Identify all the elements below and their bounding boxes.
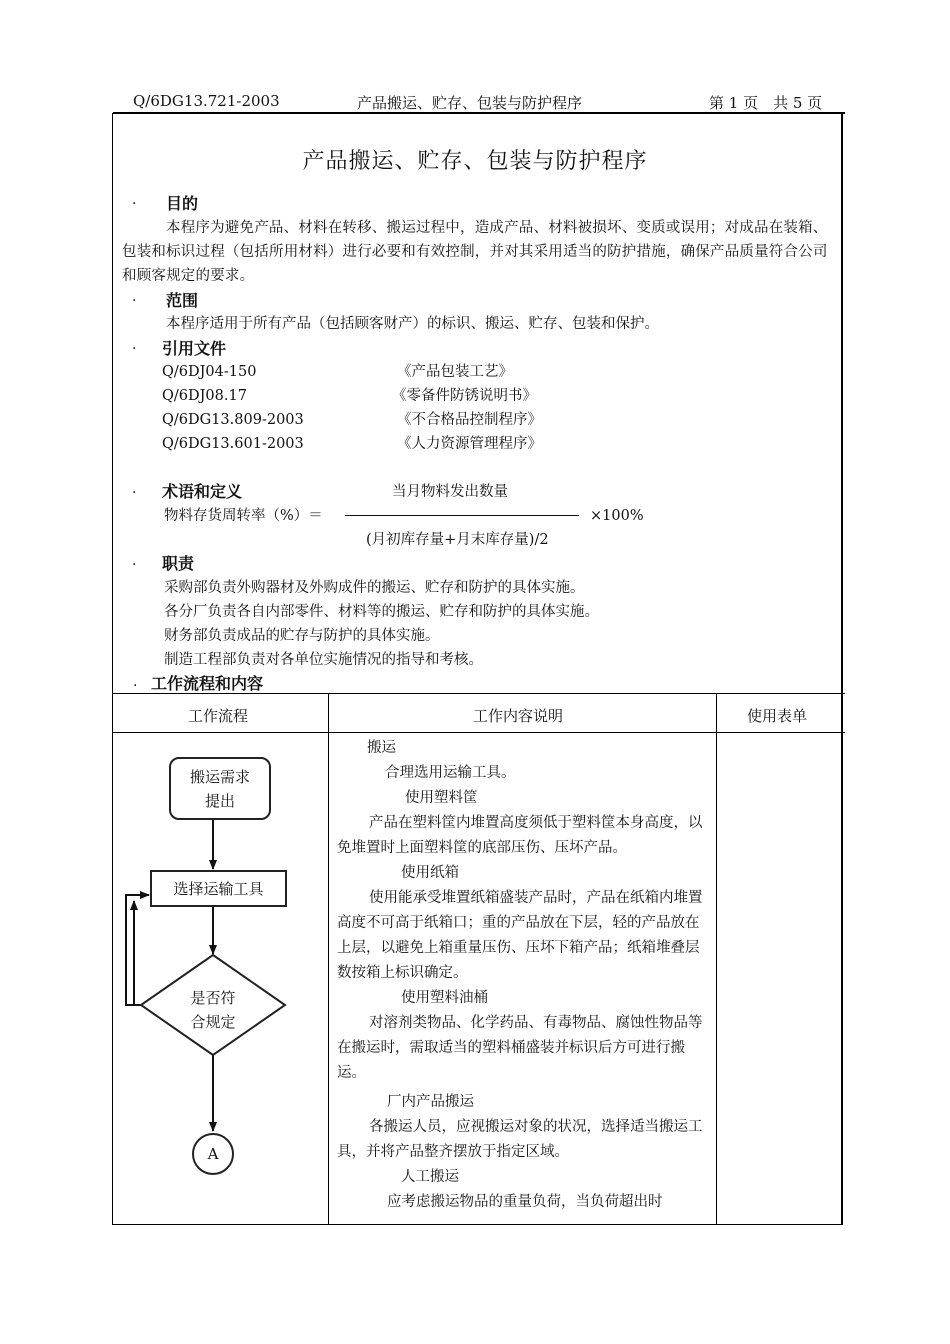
- flow-connector-node: [192, 1133, 234, 1175]
- flow-process-label: 选择运输工具: [173, 879, 264, 898]
- content-heading: 搬运: [367, 740, 396, 756]
- reference-code: Q/6DG13.601-2003: [162, 436, 304, 452]
- content-paragraph: 应考虑搬运物品的重量负荷，当负荷超出时: [387, 1194, 663, 1210]
- header-doc-title: 产品搬运、贮存、包装与防护程序: [357, 94, 583, 112]
- content-heading: 厂内产品搬运: [387, 1094, 474, 1110]
- content-cell: [337, 736, 709, 1215]
- header-page-info: 第 1 页 共 5 页: [709, 94, 823, 112]
- reference-code: Q/6DJ04-150: [162, 364, 257, 380]
- section-heading-terms: 术语和定义: [162, 482, 243, 501]
- reference-name: 《不合格品控制程序》: [397, 412, 542, 428]
- content-heading: 使用纸箱: [401, 865, 459, 881]
- formula-numerator: 当月物料发出数量: [392, 484, 508, 500]
- fraction-bar: [345, 515, 579, 516]
- reference-name: 《人力资源管理程序》: [397, 436, 542, 452]
- table-top-rule: [113, 693, 845, 694]
- table-col-divider: [328, 693, 329, 1225]
- section-bullet: .: [132, 481, 137, 497]
- duty-line: 制造工程部负责对各单位实施情况的指导和考核。: [164, 652, 483, 668]
- reference-name: 《产品包装工艺》: [397, 364, 513, 380]
- content-paragraph: 各搬运人员，应视搬运对象的状况，选择适当搬运工具，并将产品整齐摆放于指定区域。: [337, 1119, 703, 1160]
- formula-denominator: (月初库存量+月末库存量)/2: [366, 532, 549, 548]
- section-bullet: .: [133, 674, 138, 690]
- content-heading: 合理选用运输工具。: [385, 765, 516, 781]
- flow-decision-label: 是否符合规定: [190, 989, 236, 1031]
- content-heading: 使用塑料油桶: [401, 990, 488, 1006]
- duty-line: 采购部负责外购器材及外购成件的搬运、贮存和防护的具体实施。: [164, 580, 585, 596]
- section-heading-duties: 职责: [162, 554, 195, 573]
- table-header-content: 工作内容说明: [473, 707, 564, 725]
- flow-connector-label: A: [207, 1145, 219, 1163]
- table-header-forms: 使用表单: [747, 707, 808, 725]
- flow-start-node: [169, 757, 271, 820]
- table-header-flow: 工作流程: [188, 707, 249, 725]
- content-paragraph: 对溶剂类物品、化学药品、有毒物品、腐蚀性物品等在搬运时，需取适当的塑料桶盛装并标识后方可进行搬运。: [337, 1015, 703, 1081]
- header-doc-code: Q/6DG13.721-2003: [133, 92, 280, 110]
- section-heading-scope: 范围: [166, 291, 199, 310]
- formula-multiplier: ×100%: [590, 508, 644, 524]
- reference-code: Q/6DG13.809-2003: [162, 412, 304, 428]
- content-paragraph: 使用能承受堆置纸箱盛装产品时，产品在纸箱内堆置高度不可高于纸箱口；重的产品放在下层，轻的产品放在上层，以避免上箱重量压伤、压坏下箱产品；纸箱堆叠层数按箱上标识确定。: [337, 890, 703, 981]
- content-heading: 人工搬运: [401, 1169, 459, 1185]
- section-bullet: .: [132, 553, 137, 569]
- reference-name: 《零备件防锈说明书》: [392, 388, 537, 404]
- table-col-divider: [716, 693, 717, 1225]
- reference-code: Q/6DJ08.17: [162, 388, 247, 404]
- formula-left: 物料存货周转率（%）＝: [164, 508, 323, 524]
- section-heading-purpose: 目的: [166, 194, 199, 213]
- flow-decision-node: [183, 986, 243, 1034]
- page-title: 产品搬运、贮存、包装与防护程序: [302, 149, 648, 174]
- content-heading: 使用塑料筐: [405, 790, 478, 806]
- section-bullet: .: [132, 337, 137, 353]
- section-bullet: .: [132, 192, 137, 208]
- flow-loop-arrow: [126, 895, 149, 1005]
- duty-line: 各分厂负责各自内部零件、材料等的搬运、贮存和防护的具体实施。: [164, 604, 599, 620]
- section-heading-workflow: 工作流程和内容: [151, 674, 264, 693]
- section-bullet: .: [132, 289, 137, 305]
- flow-start-label: 搬运需求提出: [189, 767, 250, 810]
- flow-process-node: [150, 870, 287, 907]
- scope-text: 本程序适用于所有产品（包括顾客财产）的标识、搬运、贮存、包装和保护。: [166, 316, 659, 332]
- purpose-text: 本程序为避免产品、材料在转移、搬运过程中，造成产品、材料被损坏、变质或误用；对成品在装箱、包装和标识过程（包括所用材料）进行必要和有效控制，并对其采用适当的防护措施，确保产品质量符合公司和顾客规定的要求。: [122, 220, 828, 284]
- section-heading-references: 引用文件: [162, 339, 227, 358]
- duty-line: 财务部负责成品的贮存与防护的具体实施。: [164, 628, 440, 644]
- content-paragraph: 产品在塑料筐内堆置高度须低于塑料筐本身高度，以免堆置时上面塑料筐的底部压伤、压坏产品。: [337, 815, 703, 856]
